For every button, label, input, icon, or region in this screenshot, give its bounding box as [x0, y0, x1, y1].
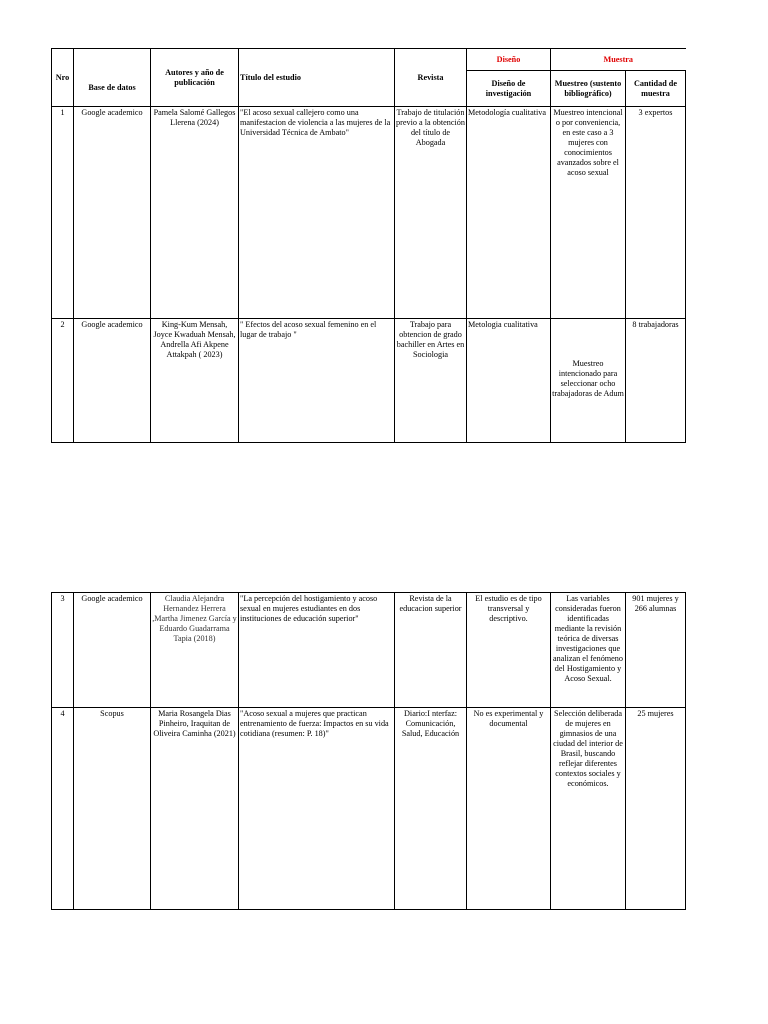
cell-cantidad: 25 mujeres: [626, 708, 686, 910]
cell-nro: 3: [52, 593, 74, 708]
cell-cantidad: 901 mujeres y 266 alumnas: [626, 593, 686, 708]
header-titulo: Título del estudio: [239, 49, 395, 107]
table-row: [52, 708, 686, 910]
cell-nro: 4: [52, 708, 74, 910]
header-revista: Revista: [395, 49, 467, 107]
cell-base: Google academico: [74, 319, 151, 443]
header-muestreo: Muestreo (sustento bibliográfico): [551, 71, 626, 107]
cell-autores: Claudia Alejandra Hernandez Herrera ,Martha Jimenez García y Eduardo Guadarrama Tapia (2018): [151, 593, 239, 708]
cell-autores: Pamela Salomé Gallegos Llerena (2024): [151, 107, 239, 319]
table-row: [52, 107, 686, 319]
research-table-page-1: [51, 48, 686, 443]
header-cantidad: Cantidad de muestra: [626, 71, 686, 107]
header-autores: Autores y año de publicación: [151, 49, 239, 107]
cell-muestreo: Muestreo intencional o por conveniencia, en este caso a 3 mujeres con conocimientos avanzados sobre el acoso sexual: [551, 107, 626, 319]
header-blank: [74, 49, 151, 71]
cell-revista: Trabajo para obtencion de grado bachiller en Artes en Sociologia: [395, 319, 467, 443]
cell-titulo: "El acoso sexual callejero como una manifestacion de violencia a las mujeres de la Universidad Técnica de Ambato": [239, 107, 395, 319]
research-table-page-2: [51, 592, 686, 910]
cell-nro: 1: [52, 107, 74, 319]
header-diseno: Diseño de investigación: [467, 71, 551, 107]
cell-base: Google academico: [74, 593, 151, 708]
cell-nro: 2: [52, 319, 74, 443]
cell-base: Google academico: [74, 107, 151, 319]
cell-diseno: No es experimental y documental: [467, 708, 551, 910]
cell-revista: Trabajo de titulación previo a la obtención del título de Abogada: [395, 107, 467, 319]
cell-muestreo: Las variables consideradas fueron identificadas mediante la revisión teórica de diversas investigaciones que analizan el fenómeno del Hostigamiento y Acoso Sexual.: [551, 593, 626, 708]
cell-base: Scopus: [74, 708, 151, 910]
cell-autores: King-Kum Mensah, Joyce Kwaduah Mensah, Andrella Afi Akpene Attakpah ( 2023): [151, 319, 239, 443]
header-base: Base de datos: [74, 71, 151, 107]
cell-muestreo: Selección deliberada de mujeres en gimnasios de una ciudad del interior de Brasil, buscando reflejar diferentes contextos sociales y económicos.: [551, 708, 626, 910]
cell-titulo: "Acoso sexual a mujeres que practican entrenamiento de fuerza: Impactos en su vida cotidiana (resumen: P. 18)": [239, 708, 395, 910]
cell-diseno: Metologia cualitativa: [467, 319, 551, 443]
cell-diseno: El estudio es de tipo transversal y descriptivo.: [467, 593, 551, 708]
cell-titulo: " Efectos del acoso sexual femenino en el lugar de trabajo ": [239, 319, 395, 443]
cell-revista: Revista de la educacion superior: [395, 593, 467, 708]
header-nro: Nro: [52, 49, 74, 107]
header-muestra-group: Muestra: [551, 49, 686, 71]
cell-muestreo: Muestreo intencionado para seleccionar ocho trabajadoras de Adum: [551, 319, 626, 443]
cell-revista: Diario:I nterfaz: Comunicación, Salud, Educación: [395, 708, 467, 910]
header-diseno-group: Diseño: [467, 49, 551, 71]
table-row: [52, 319, 686, 443]
cell-cantidad: 3 expertos: [626, 107, 686, 319]
cell-titulo: "La percepción del hostigamiento y acoso sexual en mujeres estudiantes en dos instituciones de educación superior": [239, 593, 395, 708]
cell-diseno: Metodología cualitativa: [467, 107, 551, 319]
table-row: [52, 593, 686, 708]
cell-autores: Maria Rosangela Dias Pinheiro, Iraquitan de Oliveira Caminha (2021): [151, 708, 239, 910]
cell-cantidad: 8 trabajadoras: [626, 319, 686, 443]
